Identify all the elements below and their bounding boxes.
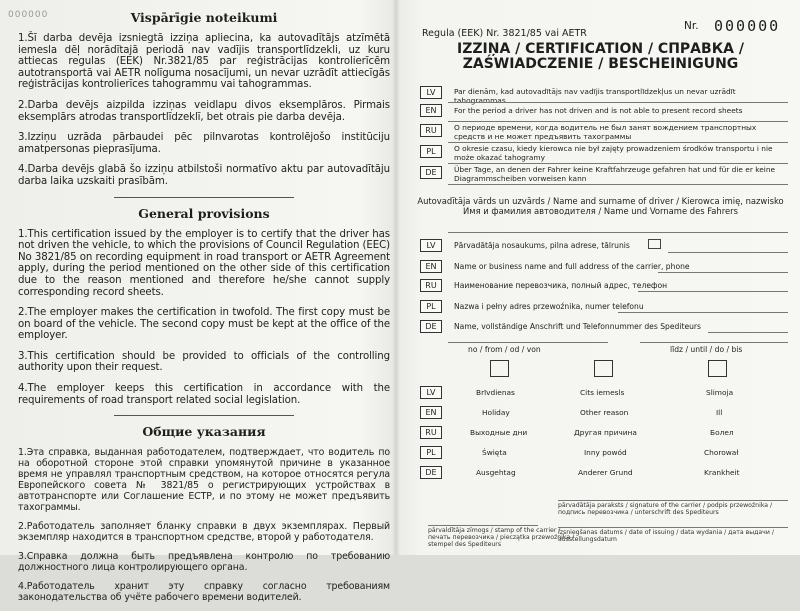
reason-b-pl: Inny powód: [584, 448, 627, 457]
stamp-caption-line-2: печать перевозчика / pieczątka przewoźnika /: [428, 534, 575, 541]
reason-c-ru: Болел: [710, 428, 734, 437]
lang-code-de: DE: [420, 166, 442, 179]
field-code-pl: PL: [420, 300, 442, 313]
reason-a-lv: Brīvdienas: [476, 388, 515, 397]
issue-date-caption-line-2: ausstellungsdatum: [558, 536, 617, 543]
field-code-ru: RU: [420, 279, 442, 292]
field-label-lv: Pārvadātāja nosaukums, pilna adrese, tālrunis: [454, 241, 630, 250]
lang-code-pl: PL: [420, 145, 442, 158]
field-line[interactable]: [638, 291, 788, 292]
left-corner-number: 000000: [8, 10, 49, 20]
field-label-pl: Nazwa i pełny adres przewoźnika, numer telefonu: [454, 302, 644, 311]
ru-para-3: 3.Справка должна быть предъявлена контролю по требованию должностного лица контролирующего органа.: [18, 551, 390, 574]
lv-para-1: 1.Šī darba devēja izsniegtā izziņa apliecina, ka autovadītājs atzīmētā iemesla dēļ norādītajā periodā nav vadījis transportlīdzekli, uz kuru attiecas regulas (EEK) Nr.3821/85 par reģistrācijas kontrolierīcēm autotransportā vai AETR nolīguma nosacījumi, un nevar uzrādīt attiecīgās reģistrācijas kontrolierīces tahogrammu vai tahogrammas.: [18, 33, 390, 91]
reason-code-pl: PL: [420, 446, 442, 459]
reason-a-de: Ausgehtag: [476, 468, 516, 477]
reason-b-en: Other reason: [580, 408, 629, 417]
reason-a-pl: Święta: [482, 448, 507, 457]
ru-para-4: 4.Работодатель хранит эту справку согласно требованиям законодательства об учёте рабочего времени водителей.: [18, 581, 390, 604]
reason-code-en: EN: [420, 406, 442, 419]
reason-c-en: Ill: [716, 408, 723, 417]
date-until-label: līdz / until / do / bis: [670, 345, 743, 354]
ru-para-2: 2.Работодатель заполняет бланку справки в двух экземплярах. Первый экземпляр находится в транспортном средстве, второй у работодателя.: [18, 521, 390, 544]
stamp-line[interactable]: [428, 525, 538, 526]
section-divider: [114, 197, 294, 198]
lv-para-3: 3.Izziņu uzrāda pārbaudei pēc pilnvarotas kontrolējošo institūciju amatpersonas pieprasījuma.: [18, 132, 390, 155]
stamp-caption-line-3: stempel des Spediteurs: [428, 541, 502, 548]
issue-date-caption-line-1: izsniegšanas datums / date of issuing / data wydania / дата выдачи /: [558, 529, 774, 536]
field-line[interactable]: [708, 332, 788, 333]
lang-text-en: For the period a driver has not driven and is not able to present record sheets: [454, 106, 743, 115]
signature-caption-line-1: pārvadātāja paraksts / signature of the carrier / podpis przewoźnika /: [558, 502, 773, 509]
lang-text-lv: Par dienām, kad autovadītājs nav vadījis transportlīdzekļus un nevar uzrādīt tahogrammas: [454, 87, 736, 105]
reason-other-checkbox[interactable]: [594, 360, 613, 377]
row-line: [448, 163, 788, 164]
field-checkbox[interactable]: [648, 239, 661, 249]
lv-section-title: Vispārīgie noteikumi: [130, 10, 278, 25]
en-para-3: 3.This certification should be provided to officials of the controlling authority upon their request.: [18, 350, 390, 374]
reason-c-lv: Slimoja: [706, 388, 734, 397]
regulation-reference: Regula (EEK) Nr. 3821/85 vai AETR: [422, 28, 587, 39]
certificate-title-line-1: IZZIŅA / CERTIFICATION / СПРАВКА /: [457, 41, 744, 57]
row-line: [448, 184, 788, 185]
reason-a-en: Holiday: [482, 408, 510, 417]
signature-line[interactable]: [558, 500, 788, 501]
row-line: [448, 121, 788, 122]
lv-para-2: 2.Darba devējs aizpilda izziņas veidlapu divos eksemplāros. Pirmais eksemplārs atrodas transportlīdzeklī, bet otrais pie darba devēja.: [18, 99, 390, 123]
date-from-line[interactable]: [448, 342, 608, 343]
field-label-de: Name, vollständige Anschrift und Telefonnummer des Spediteurs: [454, 322, 702, 331]
page-fold: [392, 0, 400, 555]
date-until-line[interactable]: [640, 342, 788, 343]
field-line[interactable]: [618, 312, 788, 313]
stamp-caption: [428, 527, 574, 548]
en-section-title: General provisions: [138, 205, 270, 221]
reason-b-ru: Другая причина: [574, 428, 637, 437]
field-code-en: EN: [420, 260, 442, 273]
ru-para-1: 1.Эта справка, выданная работодателем, подтверждает, что водитель по на оборотной стороне этой справки упомянутой причине в указанное время не управлял транспортным средством, на которое относятся регула Европейского совета № 3821/85 о регистрирующих устройствах в автотранспорте или Соглашение ЕСТР, и по этому не может предъявить тахограммы.: [18, 447, 390, 514]
stamp-caption-line-1: pārvaldītāja zīmogs / stamp of the carrier /: [428, 527, 561, 534]
certificate-title: [408, 42, 793, 72]
issue-date-line[interactable]: [558, 527, 788, 528]
row-line: [448, 142, 788, 143]
en-para-2: 2.The employer makes the certification in twofold. The first copy must be on board of the vehicle. The second copy must be kept at the office of the employer.: [18, 307, 390, 342]
en-para-4: 4.The employer keeps this certification in accordance with the requirements of road transport related social legislation.: [18, 383, 390, 406]
lv-para-4: 4.Darba devējs glabā šo izziņu atbilstoši normatīvo aktu par autovadītāju darba laika uzskaiti prasībām.: [18, 164, 390, 187]
lang-code-lv: LV: [420, 86, 442, 99]
section-divider: [114, 415, 294, 416]
issue-date-caption: [558, 529, 774, 543]
driver-name-heading-line-2: Имя и фамилия автоводителя / Name und Vorname des Fahrers: [463, 206, 738, 216]
field-line[interactable]: [658, 272, 788, 273]
date-from-label: no / from / od / von: [468, 345, 541, 354]
reason-code-de: DE: [420, 466, 442, 479]
reason-a-ru: Выходные дни: [470, 428, 528, 437]
signature-caption: [558, 502, 772, 516]
field-code-de: DE: [420, 320, 442, 333]
number-label: Nr.: [684, 20, 699, 32]
reason-ill-checkbox[interactable]: [708, 360, 727, 377]
lang-text-pl: O okresie czasu, kiedy kierowca nie był zajęty prowadzeniem środków transportu i nie może okazać tahogramy: [454, 144, 773, 162]
reason-c-pl: Chorował: [704, 448, 739, 457]
certificate-number: 000000: [714, 17, 781, 35]
lang-code-en: EN: [420, 104, 442, 117]
reason-holiday-checkbox[interactable]: [490, 360, 509, 377]
driver-name-heading-line-1: Autovadītāja vārds un uzvārds / Name and surname of driver / Kierowca imię, nazwisko: [417, 196, 784, 206]
lang-code-ru: RU: [420, 124, 442, 137]
driver-name-heading: [408, 196, 793, 216]
reason-c-de: Krankheit: [704, 468, 740, 477]
certificate-title-line-2: ZAŚWIADCZENIE / BESCHEINIGUNG: [462, 56, 739, 72]
en-para-1: 1.This certification issued by the employer is to certify that the driver has not driven the vehicle, to which the provisions of Council Regulation (EEC) No 3821/85 on recording equipment in road transport or AETR Agreement apply, during the period mentioned on the other side of this certification due to the reason mentioned and therefore he/she cannot supply corresponding record sheets.: [18, 228, 390, 298]
field-line[interactable]: [668, 252, 788, 253]
reason-code-ru: RU: [420, 426, 442, 439]
driver-name-line[interactable]: [448, 232, 788, 233]
reason-b-de: Anderer Grund: [578, 468, 633, 477]
reason-b-lv: Cits iemesls: [580, 388, 625, 397]
field-code-lv: LV: [420, 239, 442, 252]
field-label-en: Name or business name and full address of the carrier, phone: [454, 262, 690, 271]
signature-caption-line-2: подпись перевозчика / unterschrift des Spediteurs: [558, 509, 719, 516]
ru-section-title: Общие указания: [142, 424, 266, 440]
lang-text-de: Über Tage, an denen der Fahrer keine Kraftfahrzeuge gefahren hat und für die er keine Diagrammscheiben vorweisen kann: [454, 165, 776, 183]
general-provisions-column: [18, 6, 390, 611]
lang-text-ru: О периоде времени, когда водитель не был занят вождением транспортных средств и не может предъявить тахограммы: [454, 123, 757, 141]
row-line: [448, 102, 788, 103]
reason-code-lv: LV: [420, 386, 442, 399]
field-label-ru: Наименование перевозчика, полный адрес, телефон: [454, 281, 668, 290]
